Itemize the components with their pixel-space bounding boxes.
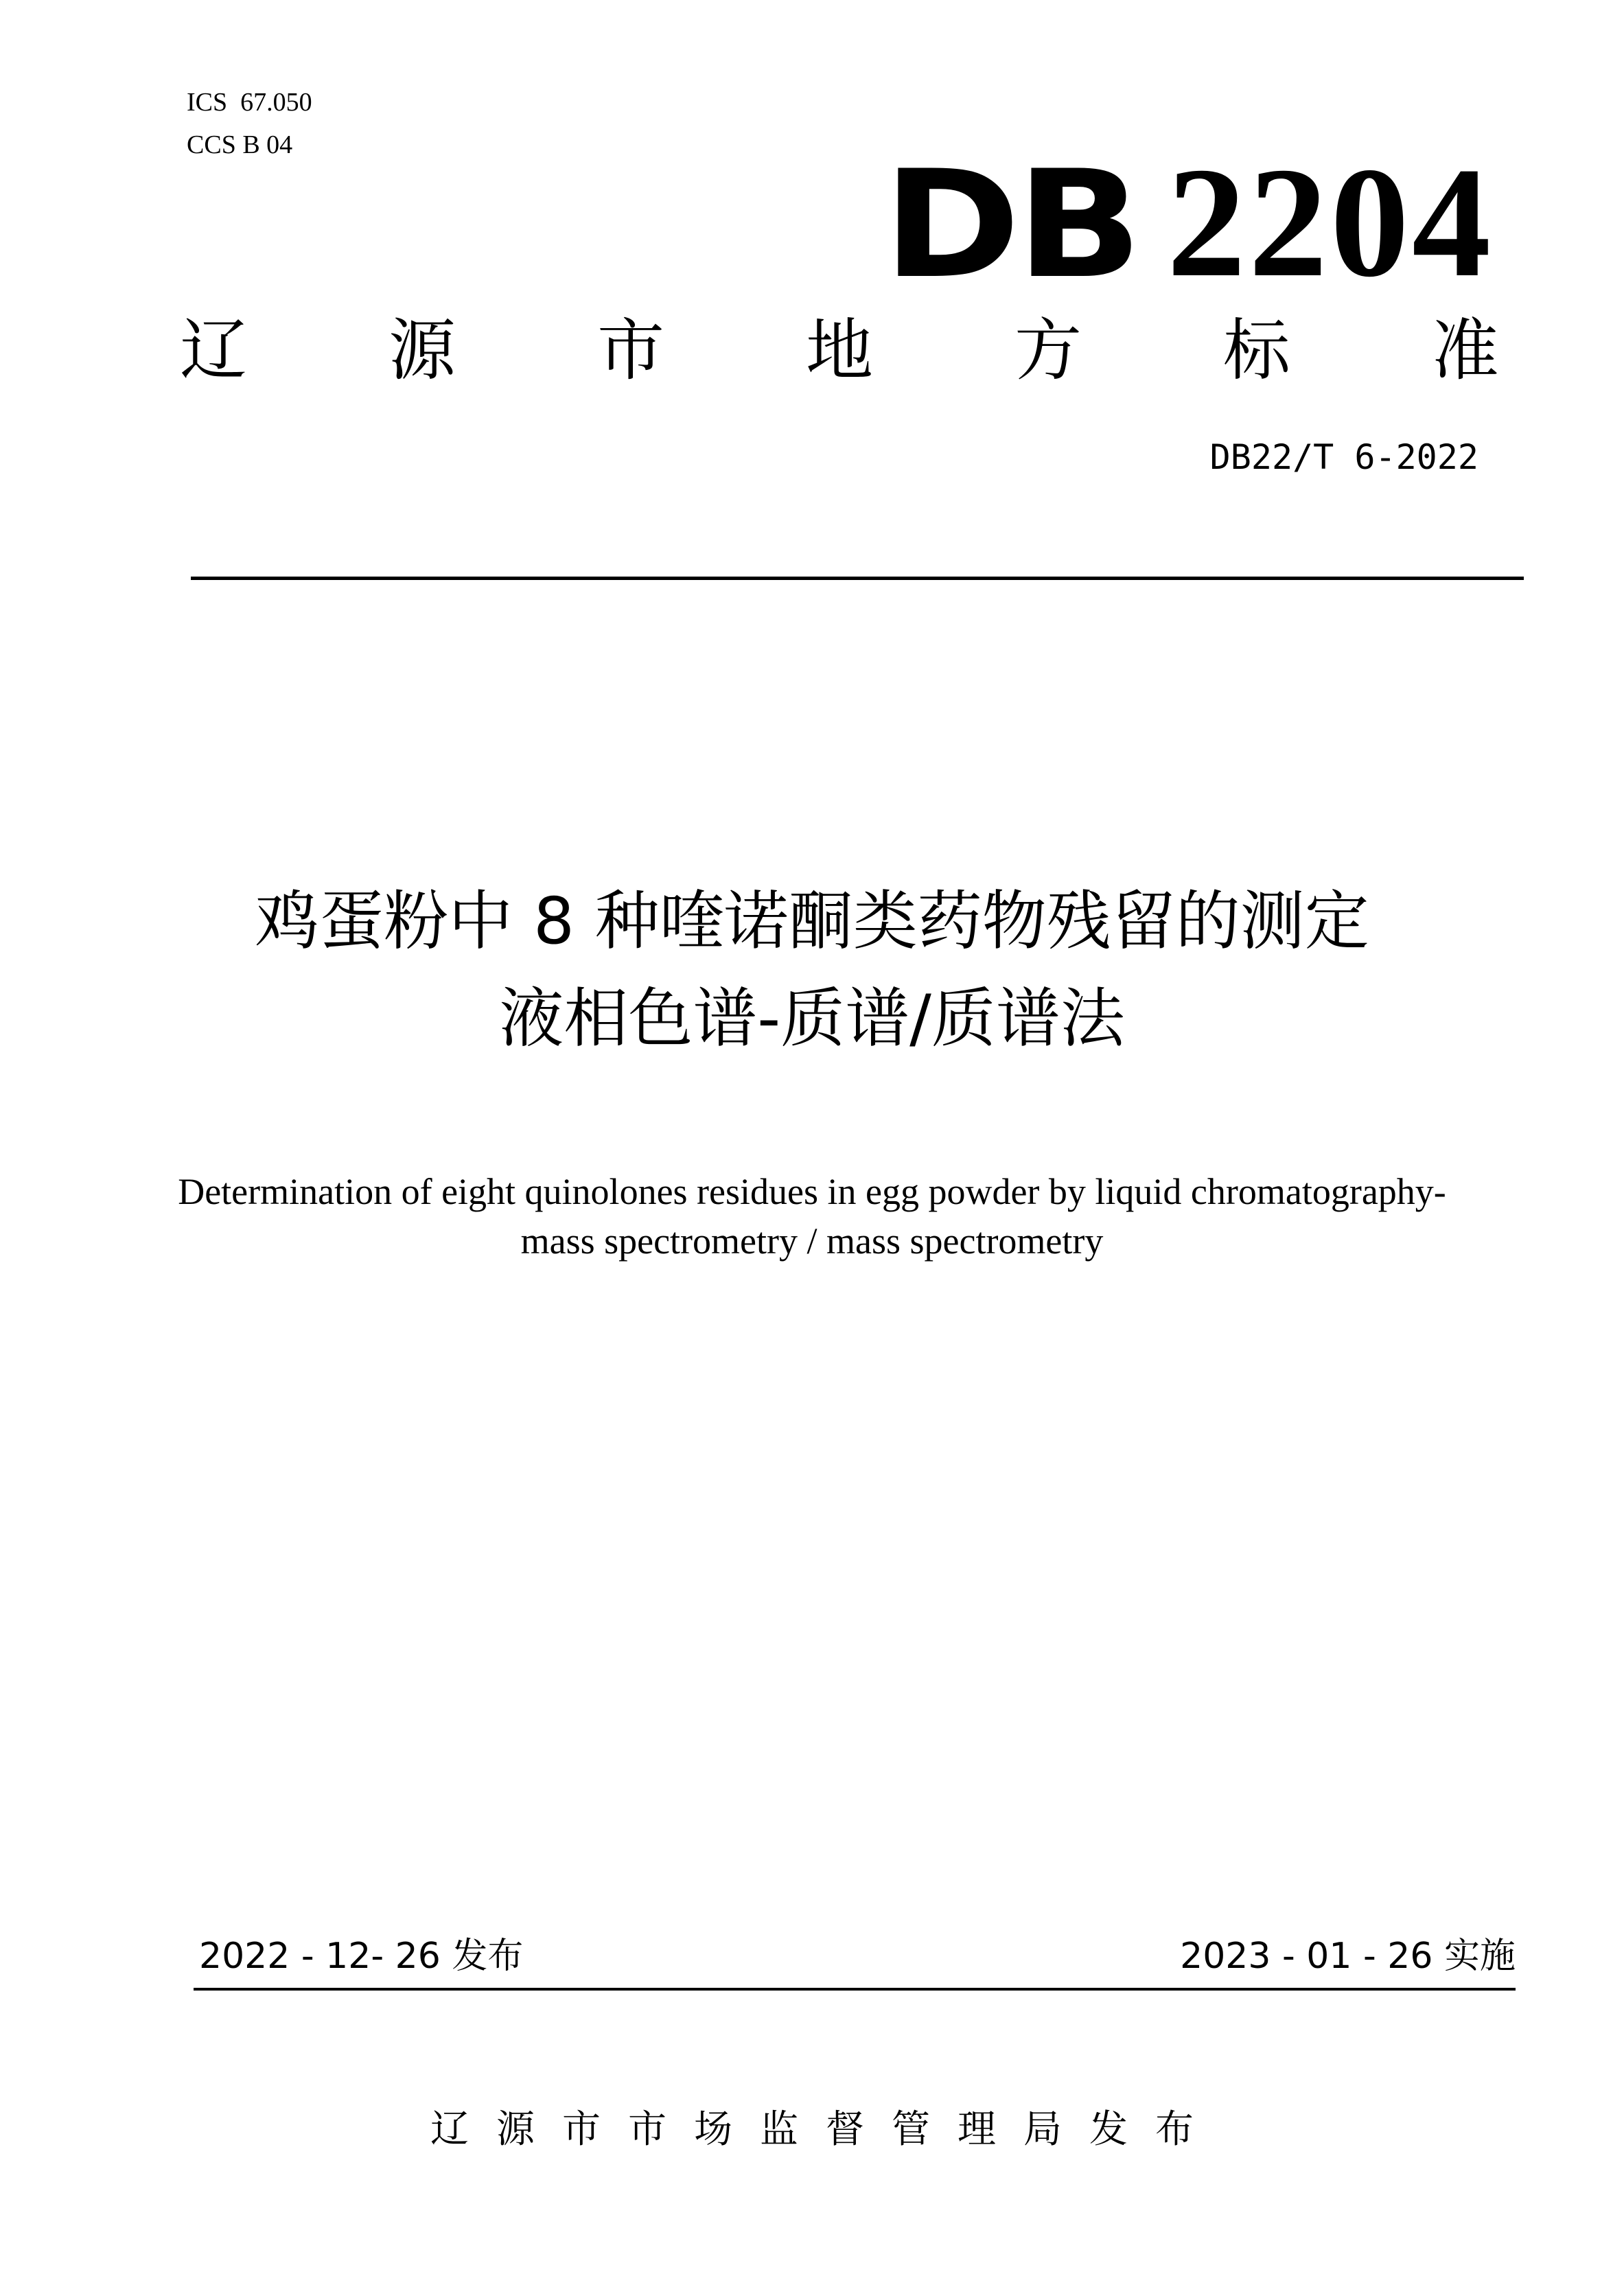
classification-codes [187,81,312,166]
standard-kind-char: 准 [1431,312,1499,390]
publisher: 辽源市市场监督管理局发布 [430,2107,1221,2152]
effective-date: 2023 - 01 - 26 实施 [1180,1936,1516,1977]
standard-kind-char: 标 [1222,312,1290,390]
standard-kind-heading [180,313,1499,389]
bottom-divider [194,1988,1516,1991]
standard-kind-char: 辽 [180,312,248,390]
ccs-code: CCS B 04 [187,130,293,159]
standard-kind-char: 市 [596,312,664,390]
issue-date: 2022 - 12- 26 发布 [199,1936,524,1977]
standard-kind-char: 方 [1014,312,1082,390]
title-chinese-line-1: 鸡蛋粉中 8 种喹诺酮类药物残留的测定 [255,884,1369,959]
title-chinese-line-2: 液相色谱-质谱/质谱法 [499,982,1125,1056]
title-english-line-1: Determination of eight quinolones residues in egg powder by liquid chromatography- [178,1171,1446,1212]
standard-kind-char: 源 [388,312,456,390]
db-logo-letters: DB [883,139,1138,311]
standard-number: DB22/T 6-2022 [1209,437,1478,477]
db-standard-logo [883,135,1494,311]
db-logo-number: 2204 [1167,135,1494,310]
ics-code: ICS 67.050 [187,88,312,117]
top-divider [191,577,1524,580]
standard-kind-char: 地 [805,312,873,390]
title-english-line-2: mass spectrometry / mass spectrometry [520,1220,1104,1262]
